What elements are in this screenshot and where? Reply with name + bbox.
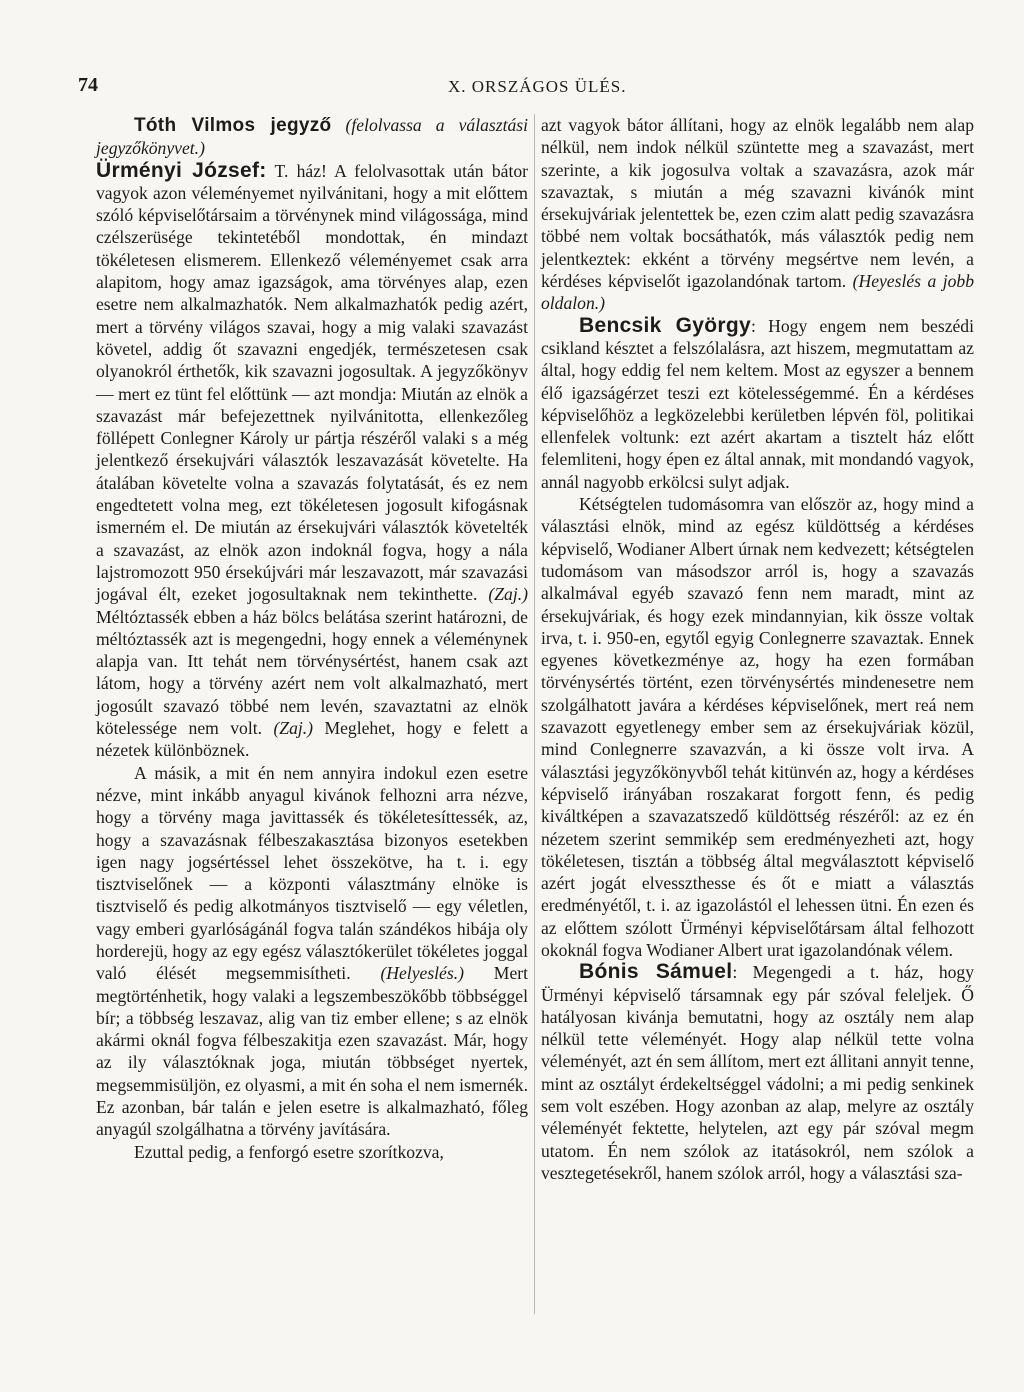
paragraph	[96, 1141, 528, 1163]
interjection: (Heyeslés a jobb oldalon.)	[541, 271, 974, 314]
page-number: 74	[78, 74, 98, 96]
speech-text: Meglehet, hogy e felett a nézetek különböznek.	[96, 718, 528, 761]
speech-text: Ezuttal pedig, a fenforgó esetre szorítkozva,	[134, 1141, 444, 1162]
speech-text: : Hogy engem nem beszédi csikland késztet a felszólalásra, azt hiszem, megmutattam az által, hogy eddig fel nem keltem. Most az egyszer a bennem élő igazságérzet teszi ezt kötelességemmé. Én a kérdéses képviselőhöz a legközelebbi kerületben lépvén föl, politikai ellenfelek voltunk: ezt azért akartam a tisztelt ház előtt felemliteni, hogy épen ez által annak, mit mondandó vagyok, annál nagyobb erkölcsi sulyt adjak.	[541, 315, 974, 492]
speaker-name: Tóth Vilmos jegyző	[134, 115, 332, 136]
speech-text: Kétségtelen tudomásomra van először az, hogy mind a választási elnök, mind az egész küldöttség a kérdéses képviselő, Wodianer Albert úrnak nem kedvezett; kétségtelen tudomásom van másodszor arról is, hogy a szavazás alkalmával egyéb szavazó fenn nem maradt, mint az érsekujváriak, és hogy ezek mindannyian, kik össze voltak irva, t. i. 950-en, egytől egyig Conlegnerre szavaztak. Ennek egyenes következménye az, hogy ha ezen formában törvénysértés történt, ezen törvénysértés mindenesetre nem szolgálhatott javára a kérdéses képviselőnek, mert reá nem szavazott egyetlenegy ember sem az érsekujváriak közül, mind Conlegnerre szavazván, a ki össze volt irva. A választási jegyzőkönyvből tehát kitünvén az, hogy a kérdéses képviselő irányában roszakarat forgott fenn, és pedig kiváltképen a szavazatszedő küldöttség részéről: az ez én nézetem szerint semmikép sem eredményezheti azt, hogy tökéletesen, tisztán a többség által megválasztott képviselő azért jogát elvesszthesse és őt e miatt a választás eredményétől, t. i. az igazolástól el lehessen ütni. Én ezen és az előttem szólott Ürményi képviselőtársam által felhozott okoknál fogva Wodianer Albert urat igazolandónak vélem.	[541, 494, 974, 960]
paragraph	[541, 114, 974, 315]
paragraph	[541, 493, 974, 961]
paragraph	[96, 114, 528, 160]
interjection: (Zaj.)	[488, 584, 528, 605]
speech-text: Mert megtörténhetik, hogy valaki a legszembeszökőbb többséggel bír; a többség leszavaz, alig van tiz ember ellene; s az elnök akármi oknál fogva félbeszakitja ezen szavazást. Már, hogy az ily választóknak joga, miután többséget nyertek, megsemmisüljön, ez olyasmi, a mit én soha el nem ismernék. Ez azonban, bár talán e jelen esetre is alkalmazható, főleg anyagúl szolgálhatna a törvény javítására.	[96, 963, 528, 1140]
paragraph	[541, 315, 974, 493]
column-divider	[534, 114, 535, 1314]
speaker-name: Bencsik György	[579, 313, 751, 337]
right-column	[541, 114, 974, 1184]
paragraph	[96, 762, 528, 1141]
interjection: (Zaj.)	[273, 718, 314, 739]
speech-text: azt vagyok bátor állítani, hogy az elnök legalább nem alap nélkül, nem indok nélkül szüntette meg a szavazást, mert szerinte, a kik jogosulva voltak a szavazásra, azok már szavaztak, s miután a még szavazni kivánók mint érsekujváriak jelentettek be, ezen czim alatt pedig szavazásra többé nem voltak bocsáthatók, más választók pedig nem jelentkeztek: ekként a törvény megsértve nem levén, a kérdéses képviselőt igazolandónak tartom.	[541, 115, 974, 292]
speech-text: T. ház! A felolvasottak után bátor vagyok azon véleményemet nyilvánitani, hogy a mit előttem szóló képviselőtársaim a törvénynek mind világossága, mind czélszerüsége tekintetéből mondottak, én mindazt tökéletesen elismerem. Ellenkező véleményemet csak arra alapitom, hogy amaz igazságok, ama törvényes alap, ezen esetre nem alkalmazhatók. Nem alkalmazhatók pedig azért, mert a törvény világos szavai, hogy a mig valaki szavazást követel, addig őt szavazni engedjék, természetesen csak olyanokról érthetők, kik szavazni jogosultak. A jegyzőkönyv — mert ez tünt fel előttünk — azt mondja: Miután az elnök a szavazást már befejezettnek nyilvánitotta, ellenkezőleg föllépett Conlegner Károly ur pártja részéről valaki s a még jelentkező érsekujvári választók leszavazását követelte. Ha átalában követelte volna a szavazás folytatását, és ez nem engedtetett volna meg, ezt tökéletesen jogosult kifogásnak ismerném el. De miután az érsekujvári választók követelték a szavazást, az elnök azon indoknál fogva, hogy a nála lajstromozott 950 érsekújvári már leszavazott, már szavazási jogával élt, ezeket jogosultaknak nem tekinthette.	[96, 160, 528, 605]
speech-text: : Megengedi a t. ház, hogy Ürményi képviselő társamnak egy pár szóval feleljek. Ő hatályosan kivánja bemutatni, hogy az osztály nem alap nélkül tette véleményét. Hogy alap nélkül tette volna véleményét, azt én sem állítom, mert ezt állitani annyit tenne, mint az osztályt érdekeltséggel vádolni; a mi pedig senkinek sem volt eszében. Hogy azonban az alap, melyre az osztály véleményét fektette, helytelen, azt egy pár szóval megm utatom. Én nem szólok az itatásokról, nem szólok a vesztegetésekről, hanem szólok arról, hogy a választási sza-	[541, 962, 975, 1183]
speech-text: Méltóztassék ebben a ház bölcs belátása szerint határozni, de méltóztassék azt is megengedni, hogy ennek a véleménynek alapja van. Itt tehát nem törvénysértést, hanem csak azt látom, hogy a törvény azért nem volt alkalmazható, mert jogosúlt szavazó többé nem levén, szavaztatni az elnök kötelessége nem volt.	[96, 606, 528, 739]
paragraph	[96, 160, 528, 762]
stage-note: (felolvassa a választási jegyzőkönyvet.)	[96, 115, 528, 159]
paragraph	[541, 961, 974, 1184]
speaker-name: Ürményi József:	[96, 158, 267, 182]
speech-text: A másik, a mit én nem annyira indokul ezen esetre nézve, mint inkább anyagul kivánok felhozni arra nézve, hogy a törvény maga javittassék és tökéletesíttessék, az, hogy a szavazásnak félbeszakasztása bizonyos esetekben igen nagy jogsértéssel lehet összekötve, ha t. i. egy tisztviselőnek — a központi választmány elnöke is tisztviselő és pedig alkotmányos tisztviselő — egy véletlen, vagy emberi gyarlóságánál fogva talán szándékos hibája oly horderejü, hogy az egy egész választókerület tökéletes joggal való élését megsemmisítheti.	[96, 762, 528, 984]
speaker-name: Bónis Sámuel	[579, 960, 733, 984]
running-title: X. ORSZÁGOS ÜLÉS.	[448, 77, 627, 96]
left-column	[96, 114, 528, 1163]
interjection: (Helyeslés.)	[380, 963, 464, 984]
